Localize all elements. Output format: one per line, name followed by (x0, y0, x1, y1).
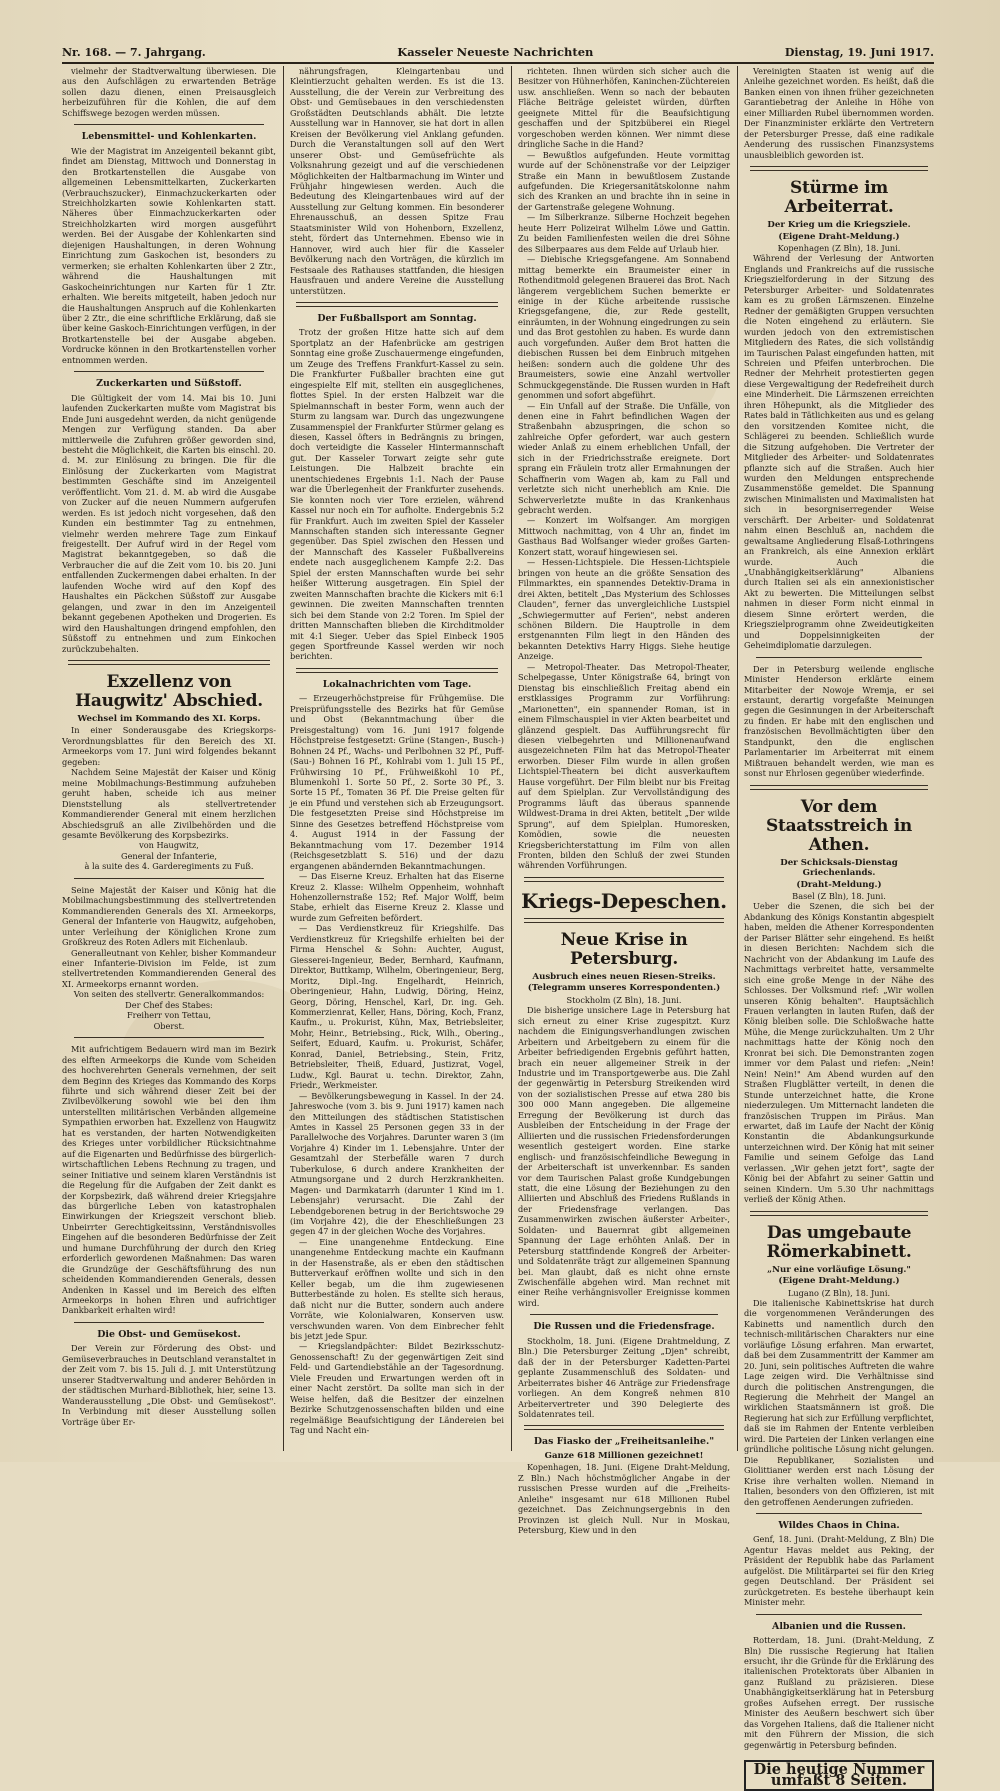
article-paragraph: Die italienische Kabinettskrise hat durch die vorgenommenen Veränderungen des Kabinetts und namentlich durch den technisch-militärischen Charakters nur eine vorläufige Lösung erfahren. Man erwartet, daß bei dem Zusammentritt der Kammer am 20. Juni, sein politisches Auftreten die wahre Lage zeigen wird. Die Verhältnisse sind durch die politischen Anstrengungen, die Regierung die Mehrheit der Mangel an wirklichen Staatsmännern ist groß. Die Regierung hat sich zur Erfüllung verpflichtet, daß sie im Rahmen der Entente verbleiben wird. Die Parteien der Linken verlangen eine gründliche politische Lösung nicht gelungen. Die Republikaner, Sozialisten und Giolittianer werden erst nach Lösung der Krise ihre verhalten wollen. Niemand in Italien, besonders von den Offizieren, ist mit den getroffenen Aenderungen zufrieden. (744, 1297, 934, 1507)
article-headline: Die Russen und die Friedensfrage. (533, 1321, 715, 1333)
column-2 (290, 66, 504, 1456)
dateline: Basel (Z Bln), 18. Juni. (792, 891, 886, 901)
article-subheadline: (Eigene Draht-Meldung.) (778, 1276, 900, 1287)
article-paragraph: Während der Verlesung der Antworten Englands und Frankreichs auf die russische Kriegszielforderung in der Sitzung des Petersburger Arbeiter- und Soldatenrates kam es zu großen Lärmszenen. Einzelne Redner der gemäßigten Gruppen versuchten die Noten eingehend zu erläutern. Sie wurden jedoch von den extremistischen Mitgliedern des Rates, die sich vollständig im Taurischen Palast eingefunden hatten, mit Schreien und Pfeifen unterbrochen. Die Redner der Mehrheit protestierten gegen diese Vergewaltigung der Redefreiheit durch eine Minderheit. Die Lärmszenen erreichten ihren Höhepunkt, als die Mitglieder des Rates bald in Tätlichkeiten aus und es gelang den vorsitzenden Komitee nicht, die Schlägerei zu beenden. Schließlich wurde die Sitzung aufgehoben. Die Vertreter der Mitglieder des Arbeiter- und Soldatenrates pflanzte sich auf die Straßen. Auch hier wurden den Meldungen entsprechende Zusammenstöße gemeldet. Die Spannung zwischen Minimalisten und Maximalisten hat sich in besorgniserregender Weise verschärft. Der Arbeiter- und Soldatenrat nahm einen Beschluß an, nachdem die gewaltsame Angliederung Elsaß-Lothringens an Frankreich, als eine Annexion erklärt wurde. Auch die „Unabhängigkeitserklärung" Albaniens durch Italien sei als ein annexionistischer Akt zu bewerten. Die Mitteilungen selbst nahmen in dieser Form nicht einmal in diesem Sinne erörtert werden, die Kriegszielprogramm ohne Zweideutigkeiten und Doppelsinnigkeiten der Geheimdiplomatie darzulegen. (744, 253, 934, 651)
double-rule (750, 166, 928, 171)
article-paragraph: Nachdem Seine Majestät der Kaiser und König meine Mobilmachungs-Bestimmung aufzuheben geruht haben, scheide ich aus meiner Dienststellung als stellvertretender Kommandierender General mit einem herzlichen Abschiedsgruß an alle Zivilbehörden und die gesamte Bevölkerung des Korpsbezirks. (62, 767, 276, 840)
separator-rule (756, 657, 922, 658)
article-paragraph: Mit aufrichtigem Bedauern wird man im Bezirk des elften Armeekorps die Kunde vom Scheiden des hochverehrten Generals vernehmen, der seit dem Beginn des Krieges das Kommando des Korps führte und sich während dieser Zeit bei der Zivilbevölkerung sowohl wie bei den ihm unterstellten militärischen Verbänden allgemeine Sympathien erworben hat. Exzellenz von Haugwitz hat es verstanden, der harten Notwendigkeiten des Krieges unter vorbildlicher Rücksichtnahme auf die Eigenarten und Bedürfnisse des bürgerlich-wirtschaftlichen Lebens Rechnung zu tragen, und seiner Initiative und seinem klaren Verständnis ist die Regelung für die Aufgaben der Zeit dankt es der Korpsbezirk, daß während dreier Kriegsjahre das bürgerliche Leben von katastrophalen Einwirkungen der Kriegszeit verschont blieb. Unbeirrter Gerechtigkeitssinn, Verständnisvolles Eingehen auf die besonderen Bedürfnisse der Zeit und humane Durchführung der durch den Krieg erforderlich gewordenen Maßnahmen: Das waren die Grundzüge der Geschäftsführung des nun scheidenden Kommandierenden Generals, dessen Andenken in Kassel und im Bereich des elften Armeekorps in hohen Ehren und aufrichtiger Dankbarkeit erhalten wird! (62, 1044, 276, 1316)
column-rule (511, 66, 512, 1451)
separator-rule (74, 371, 264, 372)
article-paragraph: — Erzeugerhöchstpreise für Frühgemüse. Die Preisprüfungsstelle des Bezirks hat für Gemüse und Obst (Bekanntmachung über die Preisgestaltung) vom 16. Juni 1917 folgende Höchstpreise festgesetzt: Grüne (Stangen-, Busch-) Bohnen 24 Pf., Wachs- und Perlbohnen 32 Pf., Puff- (Sau-) Bohnen 16 Pf., Kohlrabi vom 1. Juli 15 Pf., Frühwirsing 10 Pf., Frühweißkohl 10 Pf., Blumenkohl 1. Sorte 50 Pf., 2. Sorte 30 Pf., 3. Sorte 15 Pf., Tomaten 36 Pf. Die Preise gelten für je ein Pfund und verstehen sich ab Erzeugungsort. Die festgesetzten Preise sind Höchstpreise im Sinne des Gesetzes betreffend Höchstpreise vom 4. August 1914 in der Fassung der Bekanntmachung vom 17. Dezember 1914 (Reichsgesetzblatt S. 516) und der dazu ergangenen abändernden Bekanntmachungen. (290, 693, 504, 871)
column-rule (283, 66, 284, 1451)
article-paragraph: Generalleutnant von Kehler, bisher Kommandeur einer Infanterie-Division im Felde, ist zum stellvertretenden Kommandierenden General des XI. Armeekorps ernannt worden. (62, 947, 276, 989)
separator-rule (74, 1037, 264, 1038)
section-headline: Neue Krise in Petersburg. (560, 929, 688, 969)
page-count-notice: Die heutige Nummer umfaßt 8 Seiten. (744, 1760, 934, 1791)
dateline: Stockholm (Z Bln), 18. Juni. (566, 994, 682, 1005)
article-paragraph: — Im Silberkranze. Silberne Hochzeit begehen heute Herr Polizeirat Wilhelm Löwe und Gattin. Zu beiden Familienfesten weilen die drei Söhne des Silberpaares aus dem Felde auf Urlaub hier. (518, 212, 730, 254)
article-paragraph: — Konzert im Wolfsanger. Am morgigen Mittwoch nachmittag, von 4 Uhr an, findet im Gasthaus Bad Wolfsanger wieder großes Garten-Konzert statt, worauf hingewiesen sei. (518, 515, 730, 557)
article-paragraph: — Diebische Kriegsgefangene. Am Sonnabend mittag bemerkte ein Braumeister einer in Rothenditmold gelegenen Brauerei das Brot. Nach längerem vergeblichem Suchen bemerkte er einige in der Küche arbeitende russische Kriegsgefangene, die, zur Rede gestellt, einräumten, in der Wohnung eingedrungen zu sein und das Brot gestohlen zu haben. Es wurde dann auch vorgefunden. Außer dem Brot hatten die diebischen Russen bei dem Einbruch mitgehen heißen: sondern auch die goldene Uhr des Braumeisters, sowie eine Anzahl wertvoller Schmuckgegenstände. Die Russen wurden in Haft genommen und sofort abgeführt. (518, 254, 730, 401)
article-paragraph: Der Verein zur Förderung des Obst- und Gemüseverbrauches in Deutschland veranstaltet in der Zeit vom 7. bis 15. Juli d. J. mit Unterstützung unserer Stadtverwaltung und anderer Behörden in der städtischen Murhard-Bibliothek, hier, seine 13. Wanderausstellung „Die Obst- und Gemüsekost". In Verbindung mit dieser Ausstellung sollen Vorträge über Er- (62, 1343, 276, 1427)
article-subheadline: Der Schicksals-Dienstag Griechenlands. (780, 857, 898, 879)
dateline: Der Chef des Stabes: (125, 999, 213, 1010)
section-headline: Das umgebaute Römerkabinett. (766, 1222, 912, 1262)
double-rule (524, 1425, 724, 1430)
article-paragraph: Wie der Magistrat im Anzeigenteil bekannt gibt, findet am Dienstag, Mittwoch und Donnerstag in den Brotkartenstellen die Ausgabe von allgemeinen Lebensmittelkarten, Zuckerkarten (Verbrauchszucker), Einmachzuckerkarten oder Streichholzkarten sowie Kohlenkarten statt. Näheres über Einmachzuckerkarten oder Streichholzkarten wird morgen ausgeführt werden. Bei der Ausgabe der Kohlenkarten sind diejenigen Haushaltungen, in deren Wohnung Einrichtung zum Gaskochen ist, besonders zu vermerken; sie erhalten Kohlenkarten über 2 Ztr., während die Haushaltungen mit Gaskocheinrichtungen nur Karten für 1 Ztr. erhalten. Wie bereits mitgeteilt, haben jedoch nur die Haushaltungen Anspruch auf die Kohlenkarten über 2 Ztr., die eine schriftliche Erklärung, daß sie über keine Gaskoch-Einrichtungen verfügen, in der Brotkartenstelle bei der Ausgabe abgeben. Vordrucke können in den Brotkartenstellen vorher entnommen werden. (62, 145, 276, 365)
article-headline: Zuckerkarten und Süßstoff. (96, 378, 242, 390)
article-subheadline: Ganze 618 Millionen gezeichnet! (544, 1450, 704, 1461)
section-banner: Kriegs-Depeschen. (521, 888, 727, 913)
article-subheadline: Ausbruch eines neuen Riesen-Streiks. (532, 971, 716, 982)
article-headline: Lebensmittel- und Kohlenkarten. (81, 131, 257, 143)
article-subheadline: (Telegramm unseres Korrespondenten.) (527, 983, 721, 994)
article-paragraph: Kopenhagen, 18. Juni. (Eigene Draht-Meldung, Z Bln.) Nach höchstmöglicher Angabe in der russischen Presse wurden auf die „Freiheits-Anleihe" insgesamt nur 618 Millionen Rubel gezeichnet. Das Zeichnungsergebnis in den Provinzen ist gleich Null. Nur in Moskau, Petersburg, Kiew und in den (518, 1462, 730, 1536)
article-subheadline: (Eigene Draht-Meldung.) (778, 231, 900, 242)
article-headline: Albanien und die Russen. (772, 1620, 906, 1632)
article-paragraph: Vereinigten Staaten ist wenig auf die Anleihe gezeichnet worden. Es heißt, daß die Banken einen von ihnen früher gezeichneten Garantiebetrag der Anleihe in Höhe von einer Milliarden Rubel übernommen worden. Der Finanzminister erklärte den Vertretern der Petersburger Presse, daß eine radikale Aenderung des russischen Finanzsystems unausbleiblich geworden ist. (744, 66, 934, 160)
article-paragraph: — Ein Unfall auf der Straße. Die Unfälle, von denen eine in Fahrt befindlichen Wagen der Straßenbahn abzuspringen, die schon so zahlreiche Opfer gefordert, war auch gestern wieder Anlaß zu einem erheblichen Unfall, der sich in der Friedrichsstraße ereignete. Dort sprang ein Fräulein trotz aller Ermahnungen der Schaffnerin vom Wagen ab, kam zu Fall und verletzte sich nicht unerheblich am Knie. Die Schwerverletzte mußte in das Krankenhaus gebracht werden. (518, 400, 730, 516)
double-rule (68, 660, 270, 665)
article-paragraph: Rotterdam, 18. Juni. (Draht-Meldung, Z Bln) Die russische Regierung hat Italien ersucht, ihr die Gründe für die Erklärung des italienischen Protektorats über Albanien in ganz Rußland zu präzisieren. Diese Unabhängigkeitserklärung hat in Petersburg großes Aufsehen erregt. Der russische Minister des Aeußern beschwert sich über das Vorgehen Italiens, daß die Italiener nicht mit den Führern der Mission, die sich gegenwärtig in Petersburg befinden. (744, 1635, 934, 1750)
separator-rule (74, 124, 264, 125)
article-subheadline: Der Krieg um die Kriegsziele. (767, 220, 911, 231)
article-paragraph: Trotz der großen Hitze hatte sich auf dem Sportplatz an der Hafenbrücke am gestrigen Sonntag eine große Zuschauermenge eingefunden, um Zeuge des Treffens Frankfurt-Kassel zu sein. Die Frankfurter Fußballer brachten eine gut eingespielte Elf mit, stellten ein ausgeglichenes, flottes Spiel. In der ersten Halbzeit war die Spielmannschaft in bester Form, wenn auch der Sturm zu langsam war. Durch das ungezwungene Zusammenspiel der Frankfurter Stürmer gelang es diesen, Kassel öfters in Bedrängnis zu bringen, doch verteidigte die Kasseler Hintermannschaft gut. Der Kasseler Torwart zeigte sehr gute Leistungen. Die Halbzeit brachte ein unentschiedenes Ergebnis 1:1. Nach der Pause war die Überlegenheit der Frankfurter zusehends. Sie konnten noch vier Tore erzielen, während Kassel nur noch ein Tor aufholte. Endergebnis 5:2 für Frankfurt. Auch im zweiten Spiel der Kasseler Mannschaften standen sich interessante Gegner gegenüber. Das Spiel zwischen den Hessen und der Mannschaft des Kasseler Fußballvereins endete nach ausgeglichenem Kampfe 2:2. Das Spiel der ersten Mannschaften wurde bei sehr heißer Witterung ausgetragen. Ein Spiel der zweiten Mannschaften brachte die Kickers mit 6:1 gewinnen. Die zweiten Mannschaften trennten sich bei dem Stande von 2:2 Toren. Im Spiel der dritten Mannschaften blieben die Kirchditmolder mit 4:1 Sieger. Ueber das Spiel Einbeck 1905 gegen Sportfreunde Kassel werden wir noch berichten. (290, 327, 504, 662)
article-paragraph: — Eine unangenehme Entdeckung. Eine unangenehme Entdeckung machte ein Kaufmann in der Hasenstraße, als er eben den städtischen Butterverkauf eröffnen wollte und sich in den Keller begab, um die ihm zugewiesenen Butterbestände zu holen. Es stellte sich heraus, daß nicht nur die Butter, sondern auch andere Vorräte, wie Kolonialwaren, Konserven usw. verschwunden waren. Von dem Einbrecher fehlt bis jetzt jede Spur. (290, 1236, 504, 1342)
separator-rule (756, 1513, 922, 1514)
article-paragraph: Die Gültigkeit der vom 14. Mai bis 10. Juni laufenden Zuckerkarten mußte vom Magistrat bis Ende Juni ausgedehnt werden, da nicht genügende Mengen zur Verfügung standen. Da aber mittlerweile die Zufuhren größer geworden sind, besteht die Möglichkeit, die Karten bis einschl. 20. d. M. zur Einlösung zu bringen. Die für die Einlösung der Zuckerkarten vom Magistrat bestimmten Geschäfte sind im Anzeigenteil veröffentlicht. Vom 21. d. M. ab wird die Ausgabe von Zucker auf die neuen Nummern aufgerufen werden. Es ist jedoch nicht vorgesehen, daß den Kunden ein bestimmter Tag zu entnehmen, vielmehr werden mehrere Tage zum Einkauf freigestellt. Der Aufruf wird in der Regel vom Magistrat bekanntgegeben, so daß die Verbraucher die auf die Zeit vom 10. bis 20. Juni entfallenden Zuckermengen dabei erhalten. In der laufenden Woche wird auf den Kopf des Haushaltes ein Päckchen Süßstoff zur Ausgabe gelangen, und zwar in den im Anzeigenteil bekannt gegebenen Apotheken und Drogerien. Es wird den Haushaltungen dringend empfohlen, den Süßstoff zu entnehmen und zum Einkochen zurückzubehalten. (62, 392, 276, 654)
article-paragraph: — Das Eiserne Kreuz. Erhalten hat das Eiserne Kreuz 2. Klasse: Wilhelm Oppenheim, wohnhaft Hohenzollernstraße 152; Ref. Major Wolff, beim Stabe, erhielt das Eiserne Kreuz 2. Klasse und wurde zum Gefreiten befördert. (290, 871, 504, 923)
article-paragraph: Genf, 18. Juni. (Draht-Meldung, Z Bln) Die Agentur Havas meldet aus Peking, der Präsident der Republik habe das Parlament aufgelöst. Die Militärpartei sei für den Krieg gegen Deutschland. Der Präsident sei zurückgetreten. Es bestehe überhaupt kein Minister mehr. (744, 1534, 934, 1608)
section-headline: Vor dem Staatsstreich in Athen. (766, 796, 912, 855)
separator-rule (756, 1614, 922, 1615)
dateline: von Haugwitz, (139, 840, 199, 851)
double-rule (296, 668, 498, 673)
article-paragraph: nährungsfragen, Kleingartenbau und Kleintierzucht gehalten werden. Es ist die 13. Ausstellung, die der Verein zur Verbreitung des Obst- und Gemüsebaues in den verschiedensten Großstädten Deutschlands abhält. Die letzte Ausstellung war in Hannover, sie hat dort in allen Kreisen der Bevölkerung viel Anklang gefunden. Durch die Veranstaltungen soll auf den Wert unserer Obst- und Gemüsefrüchte als Volksnahrung gezeigt und auf die verschiedenen Möglichkeiten der Haltbarmachung im Winter und Frühjahr hingewiesen werden. Auch die Bedeutung des Kleingartenbaues wird auf der Ausstellung zur Geltung kommen. Ein besonderer Ehrenausschuß, an dessen Spitze Frau Staatsminister Wild von Hohenborn, Exzellenz, steht, fördert das Unternehmen. Ebenso wie in Hannover, wird auch hier für die Kasseler Bevölkerung nach den Vorträgen, die kürzlich im Festsaale des Rathauses stattfanden, die hiesigen Hausfrauen und andere Vereine die Ausstellung unterstützen. (290, 66, 504, 296)
article-headline: Das Fiasko der „Freiheitsanleihe." (533, 1436, 715, 1448)
article-subheadline: Wechsel im Kommando des XI. Korps. (77, 714, 261, 725)
article-headline: Lokalnachrichten vom Tage. (322, 678, 472, 690)
double-rule (524, 918, 724, 923)
masthead (62, 42, 934, 64)
article-paragraph: Der in Petersburg weilende englische Minister Henderson erklärte einem Mitarbeiter der Nowoje Wremja, er sei erstaunt, derartig vorgefaßte Meinungen gegen die Gesinnungen in der Arbeiterschaft zu finden. Er habe mit den englischen und französischen Bevollmächtigten über den Standpunkt, den die englischen Parlamentarier im Arbeiterrat mit einem Mißtrauen behandelt werden, wie man es sonst nur Ehrlosen gegenüber wiederfinde. (744, 663, 934, 779)
dateline: Lugano (Z Bln), 18. Juni. (787, 1287, 891, 1298)
section-headline: Stürme im Arbeiterrat. (784, 178, 894, 218)
article-paragraph: vielmehr der Stadtverwaltung überwiesen. Die aus den Aufschlägen zu erwartenden Beträge sollen dazu dienen, einen Preisausgleich herbeizuführen für die Kohlen, die auf dem Schiffswege bezogen werden müssen. (62, 66, 276, 118)
double-rule (750, 1211, 928, 1216)
article-paragraph: — Bevölkerungsbewegung in Kassel. In der 24. Jahreswoche (vom 3. bis 9. Juni 1917) kamen nach den Mitteilungen des städtischen Statistischen Amtes in Kassel 25 Personen gegen 33 in der Parallelwoche des Vorjahres. Darunter waren 3 (im Vorjahre 4) Kinder im 1. Lebensjahre. Unter der Gesamtzahl der Sterbefälle waren 7 durch Tuberkulose, 6 durch andere Krankheiten der Atmungsorgane und 2 durch Herzkrankheiten. Magen- und Darmkatarrh (darunter 1 Kind im 1. Lebensjahr) verursacht. Die Zahl der Lebendgeborenen betrug in der Berichtswoche 29 (im Vorjahre 42), die der Eheschließungen 23 gegen 47 in der gleichen Woche des Vorjahres. (290, 1090, 504, 1237)
article-headline: Wildes Chaos in China. (778, 1520, 900, 1532)
article-paragraph: — Bewußtlos aufgefunden. Heute vormittag wurde auf der Schönenstraße vor der Leipziger Straße ein Mann in bewußtlosem Zustande aufgefunden. Die Kriegersanitätskolonne nahm sich des Kranken an und brachte ihn in seine in der Gartenstraße gelegene Wohnung. (518, 149, 730, 212)
dateline: Oberst. (153, 1020, 185, 1031)
issue-number: Nr. 168. — 7. Jahrgang. (62, 45, 206, 59)
article-paragraph: Seine Majestät der Kaiser und König hat die Mobilmachungsbestimmung des stellvertretenden Kommandierenden Generals des XI. Armeekorps, General der Infanterie von Haugwitz, aufgehoben, unter Verleihung der Königlichen Krone zum Großkreuz des Roten Adlers mit Eichenlaub. (62, 884, 276, 948)
dateline: Freiherr von Tettau, (126, 1010, 212, 1021)
article-subheadline: (Draht-Meldung.) (796, 879, 882, 890)
newspaper-title: Kasseler Neueste Nachrichten (397, 45, 594, 59)
column-4 (744, 66, 934, 1789)
column-1 (62, 66, 276, 1456)
article-headline: Die Obst- und Gemüsekost. (97, 1328, 241, 1340)
separator-rule (74, 1322, 264, 1323)
article-headline: Der Fußballsport am Sonntag. (317, 312, 477, 324)
article-paragraph: Stockholm, 18. Juni. (Eigene Drahtmeldung, Z Bln.) Die Petersburger Zeitung „Djen" schreibt, daß der in der Petersburger Kadetten-Partei geplante Zusammenschluß des Soldaten- und Arbeiterrates bisher 46 Anträge zur Friedensfrage vorliegen. An dem Kongreß nehmen 810 Arbeitervertreter und 390 Delegierte des Soldatenrates teil. (518, 1335, 730, 1420)
article-paragraph: richteten. Ihnen würden sich sicher auch die Besitzer von Hühnerhöfen, Kaninchen-Züchtereien usw. anschließen. Wenn so nach der bebauten Fläche Beiträge geleistet würden, dürften geeignete Mittel für die Beaufsichtigung geschaffen und der Spitzbüberei ein Riegel vorgeschoben werden können. Wer nimmt diese dringliche Sache in die Hand? (518, 66, 730, 150)
double-rule (750, 785, 928, 790)
article-subheadline: „Nur eine vorläufige Lösung." (767, 1264, 911, 1275)
article-paragraph: Ueber die Szenen, die sich bei der Abdankung des Königs Konstantin abgespielt haben, melden die Athener Korrespondenten der Pariser Blätter sehr eingehend. Es heißt in diesen Berichten: Nachdem sich die Nachricht von der Abdankung im Laufe des Nachmittags verbreitet hatte, versammelte sich eine große Menge in der Nähe des Schlosses. Der Volksmund rief: „Wir wollen unseren König behalten". Hauptsächlich Frauen verlangten in lauten Rufen, daß der König bleiben solle. Die Schloßwache hatte Mühe, die Menge zurückzuhalten. Um 2 Uhr nachmittags hatte der König noch den Kronrat bei sich. Die Demonstranten zogen immer vor dem Palast und riefen: „Nein! Nein! Nein!" Am Abend wurden auf den Straßen Flugblätter verteilt, in denen die Stunde unterzeichnet hatte, die Krone niederzulegen. Um Mitternacht landeten die französischen Truppen im Piräus. Man erwartet, daß im Laufe der Nacht der König Konstantin die Abdankungsurkunde unterzeichnen wird. Der König hat mit seiner Familie und seinem Gefolge das Land verlassen. „Wir gehen jetzt fort", sagte der König bei der Abfahrt zu seiner Gattin und seinen Kindern. Um 5.30 Uhr nachmittags verließ der König Athen. (744, 901, 934, 1205)
issue-date: Dienstag, 19. Juni 1917. (784, 45, 934, 59)
separator-rule (74, 878, 264, 879)
column-rule (737, 66, 738, 1451)
section-headline: Exzellenz von Haugwitz' Abschied. (75, 672, 263, 712)
column-3 (518, 66, 730, 1536)
dateline: Kopenhagen (Z Bln), 18. Juni. (777, 242, 901, 253)
article-paragraph: — Metropol-Theater. Das Metropol-Theater, Schelpegasse, Unter Königstraße 64, bringt von Dienstag bis einschließlich Freitag abend ein erstklassiges Programm zur Vorführung: „Marionetten", ein spannender Roman, ist in einem Filmschauspiel in vier Akten bearbeitet und glänzend gespielt. Das Aufführungsrecht für diesen vielbegehrten und Millionenaufwand ausgezeichneten Film hat das Metropol-Theater erworben. Dieser Film wurde in allen großen Lichtspiel-Theatern bei dicht ausverkauftem Hause vorgeführt. Der Film bleibt nur bis Freitag auf dem Spielplan. Zur Vervollständigung des Programms läuft das überaus spannende Wildwest-Drama in drei Akten, betitelt „Der wilde Sprung", auf dem Spielplan. Humoresken, Komödien, sowie die neuesten Kriegsberichterstattung im Film von allen Fronten, bilden den Schluß der zwei Stunden währenden Vorführungen. (518, 661, 730, 871)
article-paragraph: Die bisherige unsichere Lage in Petersburg hat sich erneut zu einer Krise zugespitzt. Kurz nachdem die Einigungsverhandlungen zwischen Arbeitern und Arbeitgebern zu einem für die Arbeiter befriedigenden Ergebnis geführt hatten, brach ein neuer allgemeiner Streik in der Industrie und im Transportgewerbe aus. Die Zahl der gegenwärtig in Petersburg Streikenden wird von der sozialistischen Presse auf etwa 280 bis 300 000 Mann angegeben. Die allgemeine Erregung der Bevölkerung ist durch das Ausbleiben der Entscheidung in der Frage der Alliierten und die russischen Friedensforderungen wesentlich gesteigert worden. Eine starke englisch- und französischfeindliche Bewegung in der Arbeiterschaft ist unverkennbar. Es sanden vor dem Taurischen Palast große Kundgebungen statt, die eine Lösung der Beziehungen zu den Alliierten und Abschluß des Friedens Rußlands in der Friedensfrage verlangen. Das Zusammenwirken zwischen äußerster Arbeiter-, Soldaten- und Bauernrat gibt allgemeinen Spannung der Lage erhöhten Anlaß. Der in Petersburg stattfindende Kongreß der Arbeiter- und Soldatenräte trägt zur allgemeinen Spannung bei. Man glaubt, daß es nicht ohne ernste Zwischenfälle abgehen wird. Man rechnet mit einer Reihe verhängnisvoller Ereignisse kommen wird. (518, 1005, 730, 1308)
separator-rule (530, 1314, 718, 1315)
article-paragraph: — Das Verdienstkreuz für Kriegshilfe. Das Verdienstkreuz für Kriegshilfe erhielten bei der Firma Henschel & Sohn: Auchter, August, Giesserei-Ingenieur, Beder, Bernhard, Kaufmann, Direktor, Buttkamp, Wilhelm, Oberingenieur, Berg, Moritz, Dipl.-Ing. Engelhardt, Heinrich, Oberingenieur, Hahn, Ludwig, Döring, Heinz, Georg, Döring, Henschel, Karl, Dr. ing. Geh. Kommerzienrat, Keller, Hans, Döring, Koch, Franz, Kaufm., u. Prokurist, Kühn, Max, Betriebsleiter, Mohr, Heinr., Betriebsing., Rick, Wilh., Obering., Seifert, Eduard, Kaufm. u. Prokurist, Schäfer, Konrad, Daniel, Betriebsing., Stein, Fritz, Betriebsleiter, Theiß, Eduard, Justizrat, Vogel, Ludw., Kgl. Baurat u. techn. Direktor, Zahn, Friedr., Werkmeister. (290, 923, 504, 1091)
double-rule (524, 877, 724, 882)
dateline: General der Infanterie, (121, 850, 217, 861)
dateline: à la suite des 4. Garderegiments zu Fuß. (84, 861, 254, 872)
article-paragraph: — Kriegslandpächter: Bildet Bezirksschutz-Genossenschaft! Zu der gegenwärtigen Zeit sind Feld- und Gartendiebstähle an der Tagesordnung. Viele Freuden und Erwartungen werden oft in einer Nacht zerstört. Da sollte man sich in der Weise helfen, daß die Besitzer der einzelnen Bezirke Schutzgenossenschaften bilden und eine regelmäßige Beaufsichtigung der Ländereien bei Tag und Nacht ein- (290, 1341, 504, 1436)
article-paragraph: In einer Sonderausgabe des Kriegskorps-Verordnungsblattes für den Bereich des XI. Armeekorps vom 17. Juni wird folgendes bekannt gegeben: (62, 725, 276, 767)
double-rule (296, 302, 498, 307)
dateline: Von seiten des stellvertr. Generalkommandos: (73, 989, 265, 1000)
article-paragraph: — Hessen-Lichtspiele. Die Hessen-Lichtspiele bringen von heute an die größte Sensation des Filmmarktes, ein spannendes Detektiv-Drama in drei Akten, betitelt „Das Mysterium des Schlosses Clauden", ferner das unvergleichliche Lustspiel „Schwiegermutter auf Ferien", nebst anderen schönen Bildern. Die Hauptrolle in dem erstgenannten Film liegt in den Händen des bekannten Detektivs Harry Higgs. Siehe heutige Anzeige. (518, 557, 730, 662)
